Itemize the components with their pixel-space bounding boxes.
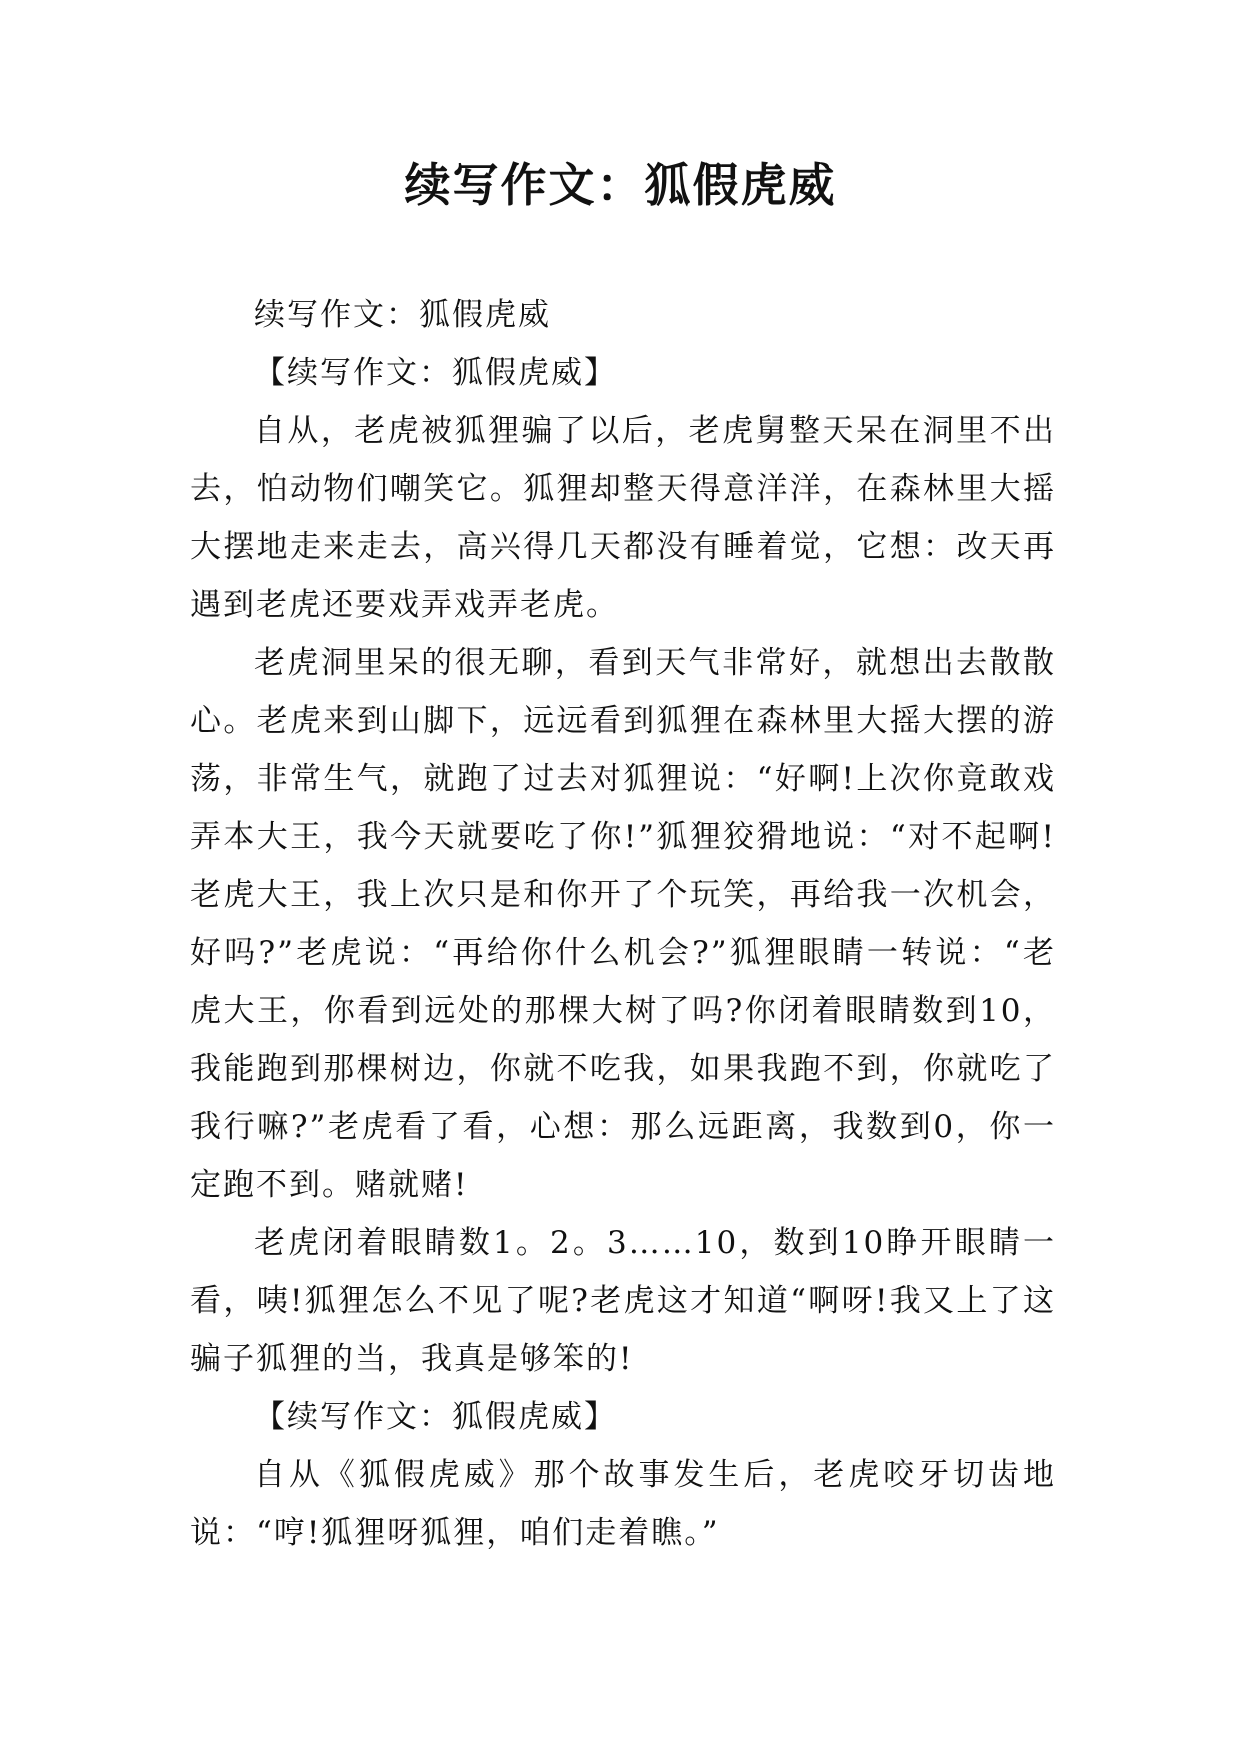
document-title: 续写作文：狐假虎威	[404, 158, 837, 212]
paragraph: 老虎洞里呆的很无聊，看到天气非常好，就想出去散散心。老虎来到山脚下，远远看到狐狸在森林里大摇大摆的游荡，非常生气，就跑了过去对狐狸说：“好啊!上次你竟敢戏弄本大王，我今天就要吃了你!”狐狸狡猾地说：“对不起啊!老虎大王，我上次只是和你开了个玩笑，再给我一次机会，好吗?”老虎说：“再给你什么机会?”狐狸眼睛一转说：“老虎大王，你看到远处的那棵大树了吗?你闭着眼睛数到10，我能跑到那棵树边，你就不吃我，如果我跑不到，你就吃了我行嘛?”老虎看了看，心想：那么远距离，我数到0，你一定跑不到。赌就赌!	[190, 645, 1056, 1203]
paragraph: 自从《狐假虎威》那个故事发生后，老虎咬牙切齿地说：“哼!狐狸呀狐狸，咱们走着瞧。”	[190, 1457, 1056, 1551]
paragraph-section-heading: 【续写作文：狐假虎威】	[254, 355, 617, 391]
paragraph: 老虎闭着眼睛数1。2。3……10，数到10睁开眼睛一看，咦!狐狸怎么不见了呢?老虎这才知道“啊呀!我又上了这骗子狐狸的当，我真是够笨的!	[190, 1225, 1056, 1377]
document-body	[190, 286, 1056, 1562]
paragraph-subtitle: 续写作文：狐假虎威	[254, 297, 551, 333]
paragraph: 自从，老虎被狐狸骗了以后，老虎舅整天呆在洞里不出去，怕动物们嘲笑它。狐狸却整天得意洋洋，在森林里大摇大摆地走来走去，高兴得几天都没有睡着觉，它想：改天再遇到老虎还要戏弄戏弄老虎。	[190, 413, 1056, 623]
paragraph-section-heading: 【续写作文：狐假虎威】	[254, 1399, 617, 1435]
